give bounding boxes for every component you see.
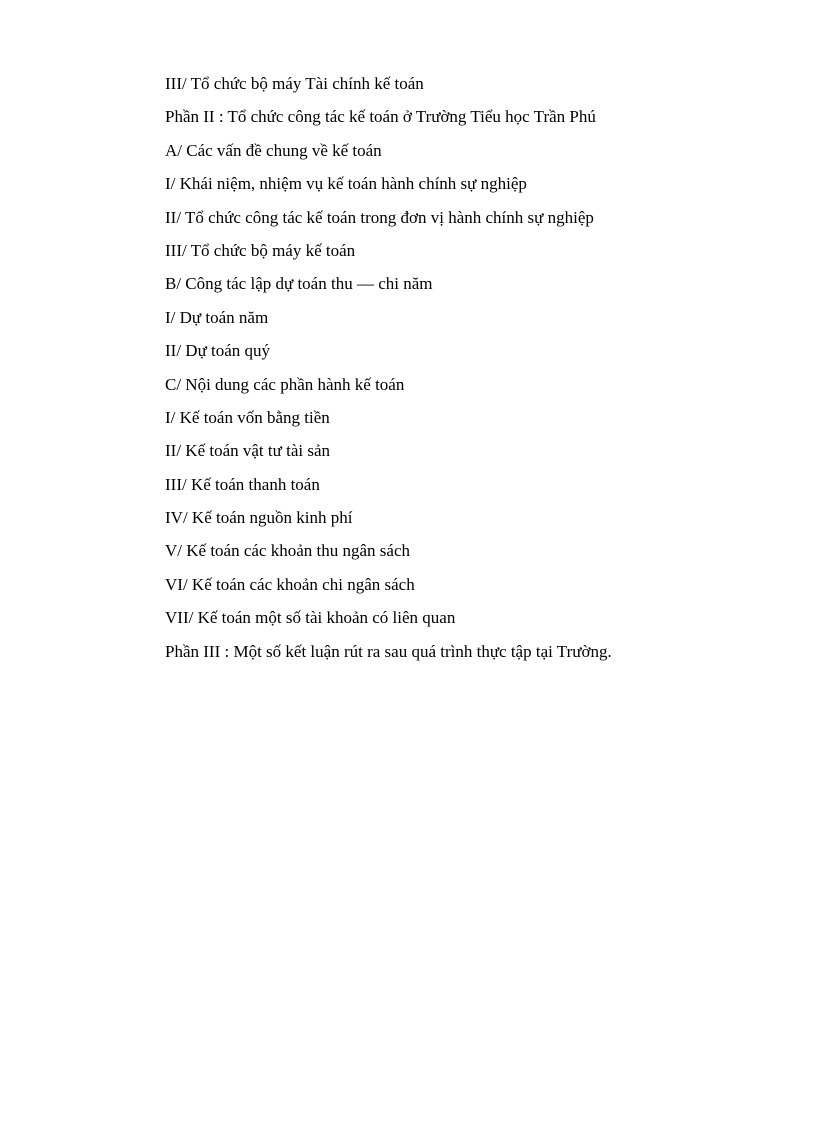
toc-item-c-3: III/ Kế toán thanh toán: [165, 474, 320, 494]
toc-item-section-a: A/ Các vấn đề chung về kế toán: [165, 140, 382, 160]
toc-item-part1-section3: III/ Tổ chức bộ máy Tài chính kế toán: [165, 74, 424, 93]
toc-item-a-3: III/ Tổ chức bộ máy kế toán: [165, 240, 356, 260]
toc-item-a-2: II/ Tổ chức công tác kế toán trong đơn vị hành chính sự nghiệp: [165, 207, 594, 227]
toc-item-section-c: C/ Nội dung các phần hành kế toán: [165, 374, 405, 394]
toc-item-c-6: VI/ Kế toán các khoản chi ngân sách: [165, 574, 415, 594]
toc-item-c-5: V/ Kế toán các khoản thu ngân sách: [165, 541, 410, 561]
toc-item-b-1: I/ Dự toán năm: [165, 307, 269, 327]
toc-item-c-7: VII/ Kế toán một số tài khoản có liên quan: [165, 608, 456, 628]
toc-item-c-2: II/ Kế toán vật tư tài sản: [165, 441, 330, 461]
toc-item-c-4: IV/ Kế toán nguồn kinh phí: [165, 508, 353, 528]
toc-item-c-1: I/ Kế toán vốn bằng tiền: [165, 407, 330, 427]
table-of-contents: [165, 70, 785, 671]
toc-item-part3-heading: Phần III : Một số kết luận rút ra sau quá trình thực tập tại Trường.: [165, 641, 612, 661]
toc-item-a-1: I/ Khái niệm, nhiệm vụ kế toán hành chính sự nghiệp: [165, 174, 527, 194]
toc-item-part2-heading: Phần II : Tổ chức công tác kế toán ở Trường Tiểu học Trần Phú: [165, 107, 596, 127]
toc-item-section-b: B/ Công tác lập dự toán thu — chi năm: [165, 274, 433, 294]
toc-item-b-2: II/ Dự toán quý: [165, 341, 271, 361]
